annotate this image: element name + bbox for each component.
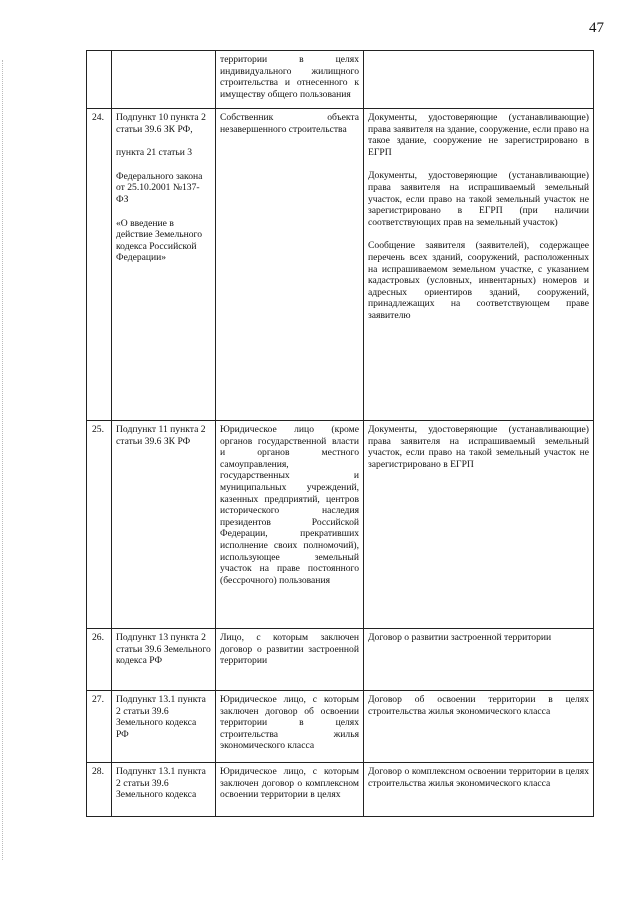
documents-cell [364,691,594,763]
applicant-cell: Лицо, с которым заключен договор о развитии застроенной территории [216,629,364,691]
legal-basis-cell [112,629,216,691]
row-number: 26. [87,629,112,691]
applicant-cell: Юридическое лицо, с которым заключен договор об освоении территории в целях строительства жилья экономического класса [216,691,364,763]
legal-basis-text: Подпункт 13.1 пункта 2 статьи 39.6 Земельного кодекса РФ [116,694,206,740]
table-row [87,691,594,763]
row-number: 27. [87,691,112,763]
document-item: Сообщение заявителя (заявителей), содержащее перечень всех зданий, сооружений, расположенных на испрашиваемом земельном участке, с указанием кадастровых (условных, инвентарных) номеров и адресных ориентиров зданий, сооружений, принадлежащих на соответствующем праве заявителю [368,240,589,321]
legal-basis-text: Подпункт 13.1 пункта 2 статьи 39.6 Земельного кодекса [116,766,206,801]
legal-basis-text: Подпункт 13 пункта 2 статьи 39.6 Земельного кодекса РФ [116,632,211,667]
documents-cell [364,421,594,629]
binding-margin-marks [2,60,9,860]
table-row [87,421,594,629]
row-number [87,51,112,109]
legal-basis-cell [112,691,216,763]
table-row [87,109,594,421]
table-row [87,763,594,817]
table-row [87,629,594,691]
legal-basis-text: Подпункт 11 пункта 2 статьи 39.6 ЗК РФ [116,424,206,447]
applicant-cell: территории в целях индивидуального жилищного строительства и отнесенного к имуществу общего пользования [216,51,364,109]
document-item: Договор об освоении территории в целях строительства жилья экономического класса [368,694,589,717]
legal-basis-text: пункта 21 статьи 3 [116,147,193,159]
document-item: Договор о комплексном освоении территории в целях строительства жилья экономического класса [368,766,589,789]
legal-basis-cell [112,763,216,817]
requirements-table [86,50,594,817]
document-item: Документы, удостоверяющие (устанавливающие) права заявителя на испрашиваемый земельный участок, если право на такой земельный участок не зарегистрировано в ЕГРП (при наличии соответствующих прав на земельный участок) [368,170,589,228]
table-row [87,51,594,109]
document-item: Документы, удостоверяющие (устанавливающие) права заявителя на испрашиваемый земельный участок, если право на такой земельный участок не зарегистрировано в ЕГРП [368,424,589,470]
applicant-cell: Юридическое лицо (кроме органов государственной власти и органов местного самоуправления, государственных и муниципальных учреждений, казенных предприятий, центров исторического наследия президентов Российской Федерации, прекративших исполнение своих полномочий), использующее земельный участок на праве постоянного (бессрочного) пользования [216,421,364,629]
legal-basis-cell [112,109,216,421]
documents-cell [364,763,594,817]
document-item: Договор о развитии застроенной территории [368,632,552,643]
legal-basis-cell [112,421,216,629]
legal-basis-text: Федерального закона от 25.10.2001 №137-ФЗ [116,170,203,205]
row-number: 28. [87,763,112,817]
documents-cell [364,109,594,421]
page-number: 47 [589,20,604,36]
documents-cell [364,629,594,691]
applicant-cell: Собственник объекта незавершенного строительства [216,109,364,421]
legal-basis-text: «О введение в действие Земельного кодекса Российской Федерации» [116,217,203,264]
legal-basis-cell [112,51,216,109]
row-number: 25. [87,421,112,629]
document-item: Документы, удостоверяющие (устанавливающие) права заявителя на здание, сооружение, если право на такое здание, сооружение не зарегистрировано в ЕГРП [368,112,589,158]
legal-basis-text: Подпункт 10 пункта 2 статьи 39.6 ЗК РФ, [116,112,206,135]
documents-cell [364,51,594,109]
applicant-cell: Юридическое лицо, с которым заключен договор о комплексном освоении территории в целях [216,763,364,817]
row-number: 24. [87,109,112,421]
